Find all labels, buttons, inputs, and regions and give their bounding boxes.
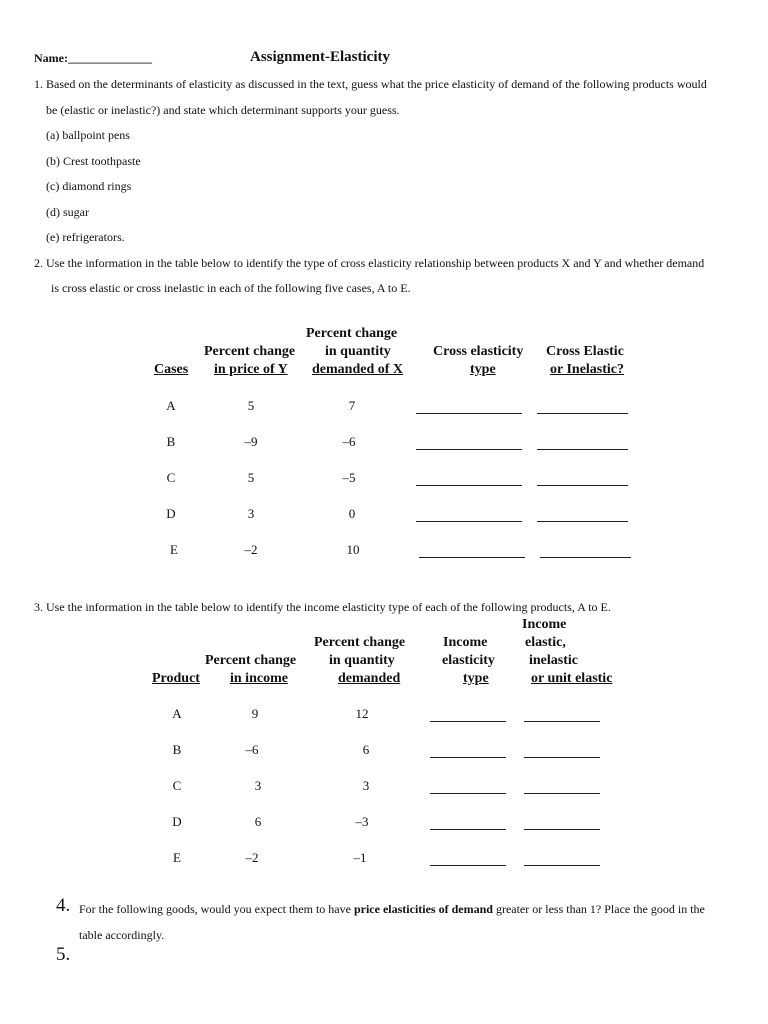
q1-item: (a) ballpoint pens <box>46 128 130 142</box>
q3-row-income: 6 <box>254 814 262 829</box>
q2-header-qty-line3: demanded of X <box>312 362 404 377</box>
q4-number: 4. <box>56 895 71 916</box>
q3-answer-blank-type[interactable] <box>430 865 506 866</box>
q2-row-qty: 0 <box>348 506 356 521</box>
q2-answer-blank-elastic[interactable] <box>537 449 628 450</box>
q3-row-qty: –3 <box>355 814 369 829</box>
q2-header-qty-line1: Percent change <box>306 326 398 341</box>
q2-answer-blank-elastic[interactable] <box>537 521 628 522</box>
q2-header-type-line1: Cross elasticity <box>433 344 524 359</box>
q3-row-income: 3 <box>254 778 262 793</box>
q3-header-qty-line1: Percent change <box>314 635 406 650</box>
q4-text-line1 <box>79 902 705 917</box>
q3-row-product: B <box>172 742 182 757</box>
q2-row-case: A <box>166 398 176 413</box>
q3-row-income: 9 <box>251 706 259 721</box>
q2-row-case: E <box>170 542 178 557</box>
q3-header-category-line1: Income <box>522 617 567 632</box>
q3-header-qty-line2: in quantity <box>329 653 395 668</box>
q3-row-product: C <box>172 778 182 793</box>
q2-text-line1: 2. Use the information in the table below to identify the type of cross elasticity relationship between products X and Y and whether demand <box>34 256 705 270</box>
q3-header-qty-line3: demanded <box>338 671 401 686</box>
q3-header-product: Product <box>152 671 200 686</box>
q2-answer-blank-elastic[interactable] <box>540 557 631 558</box>
q3-header-type-line3: type <box>463 671 489 686</box>
q2-answer-blank-elastic[interactable] <box>537 485 628 486</box>
q2-header-cases: Cases <box>154 362 189 377</box>
q2-row-case: D <box>166 506 176 521</box>
page-title: Assignment-Elasticity <box>250 49 390 65</box>
q2-header-elastic-line2: or Inelastic? <box>550 362 625 377</box>
q4-text-line2: table accordingly. <box>79 928 165 942</box>
q2-answer-blank-elastic[interactable] <box>537 413 628 414</box>
q2-row-price: 3 <box>247 506 255 521</box>
q2-header-qty-line2: in quantity <box>325 344 391 359</box>
q2-text-line2: is cross elastic or cross inelastic in each of the following five cases, A to E. <box>51 281 411 295</box>
q3-row-qty: –1 <box>353 850 367 865</box>
q2-header-type-line2: type <box>470 362 496 377</box>
q2-row-case: B <box>166 434 176 449</box>
q1-item: (e) refrigerators. <box>46 230 125 244</box>
name-field-label: Name:______________ <box>34 51 152 65</box>
q2-header-elastic-line1: Cross Elastic <box>546 344 624 359</box>
q2-answer-blank-type[interactable] <box>416 413 522 414</box>
q4-text-post: greater or less than 1? Place the good in the <box>492 902 705 916</box>
q5-number: 5. <box>56 944 71 965</box>
q3-row-product: A <box>172 706 182 721</box>
q2-answer-blank-type[interactable] <box>419 557 525 558</box>
q2-row-qty: 10 <box>346 542 360 557</box>
q3-row-income: –2 <box>245 850 259 865</box>
q4-text-pre: For the following goods, would you expect them to have <box>79 902 354 916</box>
q3-row-qty: 6 <box>362 742 370 757</box>
q3-text-line1: 3. Use the information in the table below to identify the income elasticity type of each of the following products, A to E. <box>34 600 611 614</box>
q1-item: (c) diamond rings <box>46 179 132 193</box>
q2-answer-blank-type[interactable] <box>416 485 522 486</box>
q2-row-price: –2 <box>244 542 258 557</box>
q2-row-case: C <box>166 470 176 485</box>
q3-answer-blank-category[interactable] <box>524 757 600 758</box>
q3-answer-blank-category[interactable] <box>524 865 600 866</box>
q2-answer-blank-type[interactable] <box>416 521 522 522</box>
q3-header-income-line2: in income <box>230 671 288 686</box>
q3-answer-blank-type[interactable] <box>430 829 506 830</box>
q2-row-qty: 7 <box>348 398 356 413</box>
q2-row-price: 5 <box>247 470 255 485</box>
q3-answer-blank-category[interactable] <box>524 721 600 722</box>
q3-answer-blank-type[interactable] <box>430 757 506 758</box>
q3-answer-blank-category[interactable] <box>524 793 600 794</box>
q3-answer-blank-category[interactable] <box>524 829 600 830</box>
q3-header-category-line4: or unit elastic <box>531 671 613 686</box>
q2-header-price-line2: in price of Y <box>214 362 288 377</box>
q3-header-income-line1: Percent change <box>205 653 297 668</box>
q2-header-price-line1: Percent change <box>204 344 296 359</box>
q1-item: (d) sugar <box>46 205 89 219</box>
q1-item: (b) Crest toothpaste <box>46 154 141 168</box>
q3-row-product: D <box>172 814 182 829</box>
q3-answer-blank-type[interactable] <box>430 793 506 794</box>
q2-row-qty: –5 <box>342 470 356 485</box>
q3-row-income: –6 <box>245 742 259 757</box>
q4-text-bold: price elasticities of demand <box>353 902 493 916</box>
q3-answer-blank-type[interactable] <box>430 721 506 722</box>
q1-text-line2: be (elastic or inelastic?) and state which determinant supports your guess. <box>46 103 400 117</box>
q1-text-line1: 1. Based on the determinants of elasticity as discussed in the text, guess what the price elasticity of demand of the following products would <box>34 77 707 91</box>
q3-row-qty: 3 <box>362 778 370 793</box>
q3-row-product: E <box>173 850 181 865</box>
q2-row-price: –9 <box>244 434 258 449</box>
q3-header-category-line2: elastic, <box>525 635 566 650</box>
q2-row-qty: –6 <box>342 434 356 449</box>
q3-header-type-line1: Income <box>443 635 488 650</box>
q3-header-type-line2: elasticity <box>442 653 495 668</box>
q2-answer-blank-type[interactable] <box>416 449 522 450</box>
q2-row-price: 5 <box>247 398 255 413</box>
q3-row-qty: 12 <box>355 706 369 721</box>
q3-header-category-line3: inelastic <box>529 653 578 668</box>
